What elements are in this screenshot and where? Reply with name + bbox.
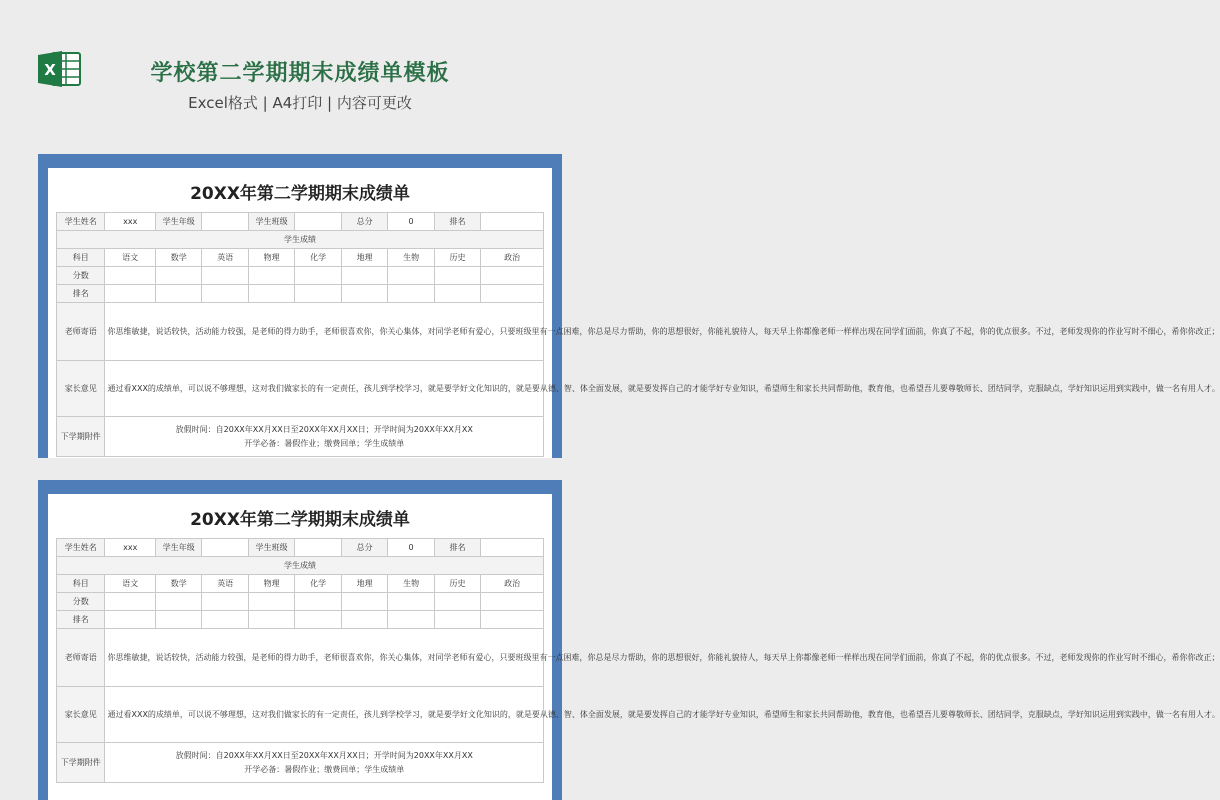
- score-cell: [341, 593, 387, 611]
- grade-value: [202, 539, 248, 557]
- grade-label: 学生年级: [156, 213, 202, 231]
- teacher-label: 老师寄语: [57, 303, 105, 361]
- class-label: 学生班级: [248, 539, 294, 557]
- attach-row: [57, 417, 544, 457]
- section-title: 学生成绩: [57, 231, 544, 249]
- teacher-label: 老师寄语: [57, 629, 105, 687]
- rank-cell: [202, 285, 248, 303]
- subject-rank-label: 排名: [57, 611, 105, 629]
- subject-cell: 语文: [105, 575, 156, 593]
- parent-text: 通过看XXX的成绩单，可以说不够理想，这对我们做家长的有一定责任，孩儿到学校学习，就是要学好文化知识的，就是要从德、智、体全面发展，就是要发挥自己的才能学好专业知识，希望师生和家长共同帮助他，教育他，也希望吾儿要尊敬师长、团结同学，克服缺点，学好知识运用到实践中，做一名有用人才。: [105, 361, 544, 417]
- attach-row: [57, 743, 544, 783]
- svg-text:X: X: [44, 61, 56, 79]
- subject-cell: 生物: [388, 249, 434, 267]
- score-label: 分数: [57, 593, 105, 611]
- parent-text: 通过看XXX的成绩单，可以说不够理想，这对我们做家长的有一定责任，孩儿到学校学习，就是要学好文化知识的，就是要从德、智、体全面发展，就是要发挥自己的才能学好专业知识，希望师生和家长共同帮助他，教育他，也希望吾儿要尊敬师长、团结同学，克服缺点，学好知识运用到实践中，做一名有用人才。: [105, 687, 544, 743]
- preview-card-1: [38, 154, 1220, 458]
- score-cell: [202, 267, 248, 285]
- score-row: [57, 593, 544, 611]
- page-header: [0, 0, 600, 130]
- rank-label: 排名: [434, 213, 480, 231]
- subject-cell: 政治: [481, 249, 544, 267]
- report-sheet: [48, 168, 1220, 458]
- page-title: 学校第二学期期末成绩单模板: [150, 61, 450, 86]
- class-value: [295, 213, 341, 231]
- section-row: [57, 557, 544, 575]
- score-cell: [341, 267, 387, 285]
- total-label: 总分: [341, 213, 387, 231]
- rank-cell: [341, 611, 387, 629]
- parent-label: 家长意见: [57, 687, 105, 743]
- rank-cell: [156, 611, 202, 629]
- score-label: 分数: [57, 267, 105, 285]
- rank-cell: [481, 611, 544, 629]
- score-cell: [434, 593, 480, 611]
- subject-cell: 地理: [341, 249, 387, 267]
- rank-cell: [295, 285, 341, 303]
- info-row: [57, 539, 544, 557]
- score-cell: [295, 593, 341, 611]
- subject-cell: 物理: [248, 575, 294, 593]
- rank-cell: [388, 611, 434, 629]
- rank-cell: [202, 611, 248, 629]
- subject-row: [57, 575, 544, 593]
- rank-cell: [105, 611, 156, 629]
- page-subtitle: Excel格式 | A4打印 | 内容可更改: [188, 94, 412, 112]
- teacher-row: [57, 629, 544, 687]
- subject-cell: 英语: [202, 575, 248, 593]
- subject-header: 科目: [57, 249, 105, 267]
- subject-cell: 政治: [481, 575, 544, 593]
- grade-value: [202, 213, 248, 231]
- subject-rank-label: 排名: [57, 285, 105, 303]
- rank-cell: [388, 285, 434, 303]
- rank-value: [481, 213, 544, 231]
- parent-row: [57, 687, 544, 743]
- rank-cell: [105, 285, 156, 303]
- class-value: [295, 539, 341, 557]
- subject-cell: 化学: [295, 249, 341, 267]
- rank-cell: [156, 285, 202, 303]
- subject-cell: 历史: [434, 575, 480, 593]
- parent-row: [57, 361, 544, 417]
- info-row: [57, 213, 544, 231]
- report-table: [56, 212, 1220, 457]
- section-title: 学生成绩: [57, 557, 544, 575]
- teacher-text: 你思维敏捷，说话较快，活动能力较强，是老师的得力助手，老师很喜欢你，你关心集体，对同学老师有爱心，只要班级里有一点困难，你总是尽力帮助，你的思想很好，你能礼貌待人，每天早上你都像老师一样样出现在同学们面前，你真了不起，你的优点很多。不过，老师发现你的作业写时不细心，希你你改正；: [105, 303, 544, 361]
- preview-card-2: [38, 480, 1220, 800]
- sheet-title: 20XX年第二学期期末成绩单: [190, 510, 410, 530]
- score-cell: [388, 593, 434, 611]
- class-label: 学生班级: [248, 213, 294, 231]
- subject-cell: 化学: [295, 575, 341, 593]
- rank-value: [481, 539, 544, 557]
- subject-header: 科目: [57, 575, 105, 593]
- report-sheet: [48, 494, 1220, 800]
- score-cell: [388, 267, 434, 285]
- subject-cell: 数学: [156, 249, 202, 267]
- attach-line-1: 放假时间：自20XX年XX月XX日至20XX年XX月XX日；开学时间为20XX年XX月XX: [175, 750, 473, 760]
- score-cell: [295, 267, 341, 285]
- score-cell: [156, 267, 202, 285]
- student-name-value: xxx: [105, 539, 156, 557]
- attach-text: [105, 417, 544, 457]
- student-name-value: xxx: [105, 213, 156, 231]
- rank-cell: [434, 611, 480, 629]
- subject-row: [57, 249, 544, 267]
- score-cell: [202, 593, 248, 611]
- score-cell: [481, 267, 544, 285]
- attach-line-2: 开学必备：暑假作业；缴费回单；学生成绩单: [244, 438, 405, 448]
- total-label: 总分: [341, 539, 387, 557]
- subject-cell: 数学: [156, 575, 202, 593]
- student-name-label: 学生姓名: [57, 539, 105, 557]
- attach-line-1: 放假时间：自20XX年XX月XX日至20XX年XX月XX日；开学时间为20XX年XX月XX: [175, 424, 473, 434]
- attach-line-2: 开学必备：暑假作业；缴费回单；学生成绩单: [244, 764, 405, 774]
- score-cell: [481, 593, 544, 611]
- grade-label: 学生年级: [156, 539, 202, 557]
- report-table: [56, 538, 1220, 783]
- teacher-text: 你思维敏捷，说话较快，活动能力较强，是老师的得力助手，老师很喜欢你，你关心集体，对同学老师有爱心，只要班级里有一点困难，你总是尽力帮助，你的思想很好，你能礼貌待人，每天早上你都像老师一样样出现在同学们面前，你真了不起，你的优点很多。不过，老师发现你的作业写时不细心，希你你改正；: [105, 629, 544, 687]
- student-name-label: 学生姓名: [57, 213, 105, 231]
- total-value: 0: [388, 213, 434, 231]
- teacher-row: [57, 303, 544, 361]
- attach-text: [105, 743, 544, 783]
- subject-cell: 历史: [434, 249, 480, 267]
- rank-cell: [481, 285, 544, 303]
- score-cell: [434, 267, 480, 285]
- subject-cell: 生物: [388, 575, 434, 593]
- attach-label: 下学期附件: [57, 417, 105, 457]
- score-cell: [248, 267, 294, 285]
- subject-cell: 物理: [248, 249, 294, 267]
- score-cell: [248, 593, 294, 611]
- sheet-title: 20XX年第二学期期末成绩单: [190, 184, 410, 204]
- rank-label: 排名: [434, 539, 480, 557]
- rank-cell: [295, 611, 341, 629]
- subject-rank-row: [57, 611, 544, 629]
- attach-label: 下学期附件: [57, 743, 105, 783]
- rank-cell: [434, 285, 480, 303]
- section-row: [57, 231, 544, 249]
- parent-label: 家长意见: [57, 361, 105, 417]
- total-value: 0: [388, 539, 434, 557]
- rank-cell: [341, 285, 387, 303]
- score-cell: [105, 267, 156, 285]
- rank-cell: [248, 611, 294, 629]
- score-row: [57, 267, 544, 285]
- subject-rank-row: [57, 285, 544, 303]
- rank-cell: [248, 285, 294, 303]
- subject-cell: 地理: [341, 575, 387, 593]
- subject-cell: 语文: [105, 249, 156, 267]
- score-cell: [105, 593, 156, 611]
- score-cell: [156, 593, 202, 611]
- subject-cell: 英语: [202, 249, 248, 267]
